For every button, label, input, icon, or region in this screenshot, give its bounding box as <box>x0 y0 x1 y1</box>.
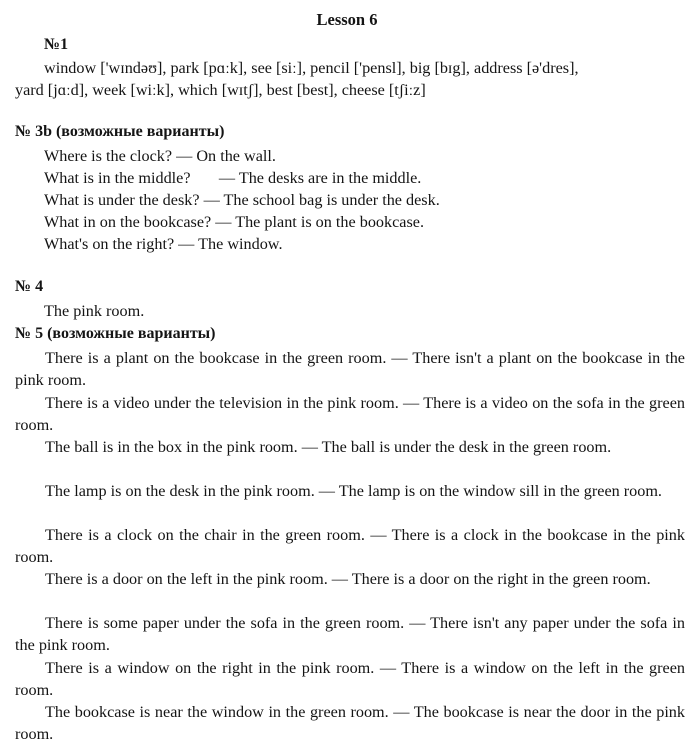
exercise-5-paragraph: There is a window on the right in the pink room. — There is a window on the left in the green room. <box>15 659 685 700</box>
exercise-3b-line: Where is the clock? — On the wall. <box>44 147 276 165</box>
exercise-5-paragraph: There is a plant on the bookcase in the green room. — There isn't a plant on the bookcase in the pink room. <box>15 349 685 390</box>
page-title: Lesson 6 <box>316 10 378 29</box>
exercise-5-paragraph: There is a video under the television in the pink room. — There is a video on the sofa in the green room. <box>15 394 685 435</box>
exercise-3b-line: What's on the right? — The window. <box>44 235 283 253</box>
exercise-3b-line: What is in the middle? — The desks are in the middle. <box>44 169 422 187</box>
exercise-3b-line: What is under the desk? — The school bag is under the desk. <box>44 191 440 209</box>
exercise-5-paragraph: There is a door on the left in the pink room. — There is a door on the right in the green room. <box>45 570 651 588</box>
exercise-1-line-1: window ['wɪndəʊ], park [pɑːk], see [siː], pencil ['pensl], big [bɪg], address [ə'dres], <box>44 59 579 77</box>
exercise-4-heading: № 4 <box>15 278 44 295</box>
exercise-5-paragraph: The lamp is on the desk in the pink room. — The lamp is on the window sill in the green room. <box>45 482 662 500</box>
exercise-4-text: The pink room. <box>44 302 145 320</box>
exercise-5-heading: № 5 (возможные варианты) <box>15 325 216 342</box>
exercise-3b-heading: № 3b (возможные варианты) <box>15 123 225 140</box>
exercise-3b-line: What in on the bookcase? — The plant is on the bookcase. <box>44 213 425 231</box>
exercise-5-paragraph: The bookcase is near the window in the green room. — The bookcase is near the door in the pink room. <box>15 703 685 744</box>
exercise-5-paragraph: The ball is in the box in the pink room. — The ball is under the desk in the green room. <box>45 438 612 456</box>
exercise-5-paragraph: There is some paper under the sofa in the green room. — There isn't any paper under the sofa in the pink room. <box>15 614 685 655</box>
exercise-1-heading: №1 <box>44 36 69 53</box>
exercise-5-paragraph: There is a clock on the chair in the green room. — There is a clock in the bookcase in the pink room. <box>15 526 685 567</box>
exercise-1-line-2: yard [jɑːd], week [wiːk], which [wɪtʃ], best [best], cheese [tʃiːz] <box>15 81 426 99</box>
